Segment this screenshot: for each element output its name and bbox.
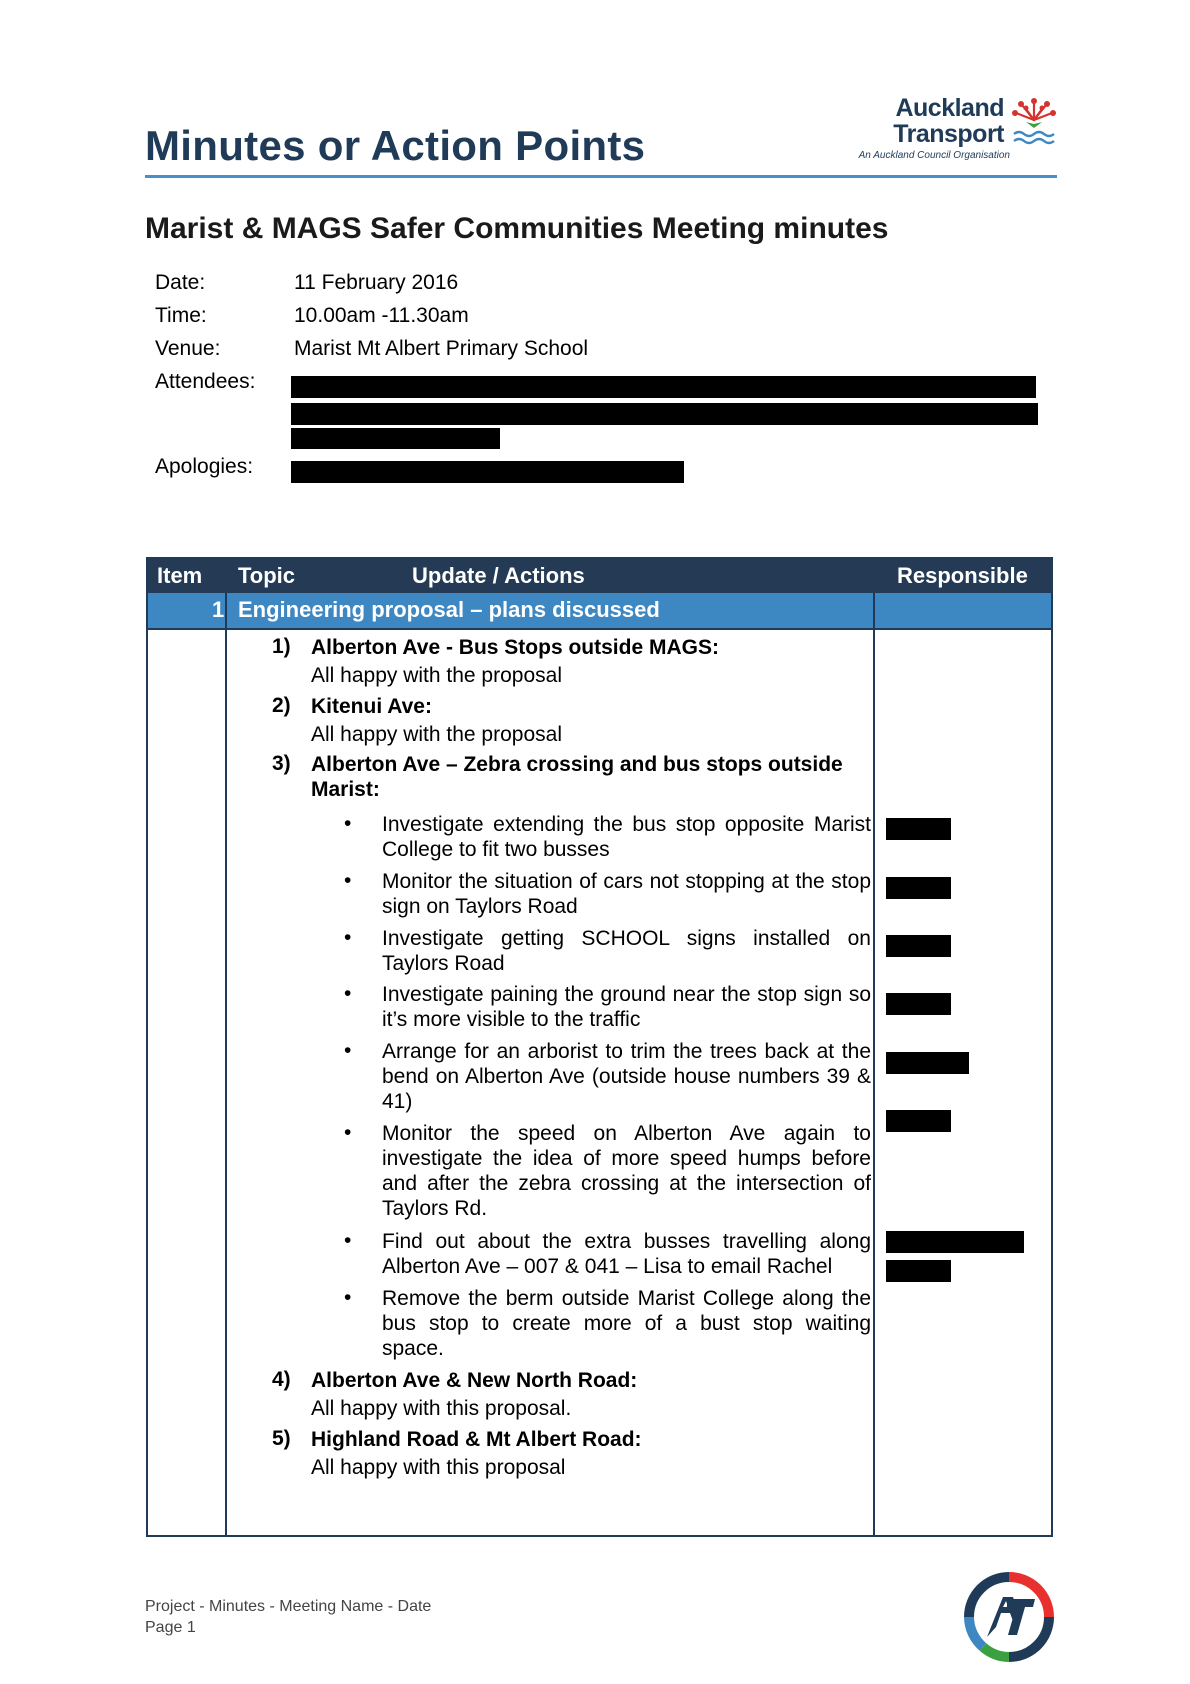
at-badge-logo — [963, 1571, 1055, 1663]
minutes-table — [146, 557, 1053, 1537]
logo-tagline: An Auckland Council Organisation — [858, 150, 1010, 161]
bullet-icon: • — [344, 812, 352, 835]
bullet-icon: • — [344, 982, 352, 1005]
attendees-label: Attendees: — [155, 370, 256, 393]
row-divider — [146, 628, 1053, 630]
entry-number: 5) — [272, 1427, 291, 1450]
action-bullet: Remove the berm outside Marist College along the bus stop to create more of a bust stop waiting space. — [382, 1287, 871, 1360]
pohutukawa-flower-icon — [1010, 96, 1058, 148]
responsible-redaction — [886, 1231, 1024, 1253]
responsible-redaction — [886, 818, 951, 840]
responsible-redaction — [886, 877, 951, 899]
header-responsible: Responsible — [897, 563, 1028, 588]
auckland-transport-logo — [848, 94, 1058, 164]
entry-number: 4) — [272, 1368, 291, 1391]
entry-heading: Kitenui Ave: — [311, 695, 432, 718]
action-bullet: Investigate extending the bus stop opposite Marist College to fit two busses — [382, 813, 871, 861]
venue-value: Marist Mt Albert Primary School — [294, 337, 589, 360]
responsible-redaction — [886, 1110, 951, 1132]
section-number: 1 — [212, 597, 225, 622]
responsible-redaction — [886, 935, 951, 957]
redaction-bar — [291, 428, 500, 449]
entry-note: All happy with the proposal — [311, 664, 562, 687]
section-title: Engineering proposal – plans discussed — [238, 597, 660, 622]
bullet-icon: • — [344, 1039, 352, 1062]
entry-heading: Alberton Ave & New North Road: — [311, 1369, 638, 1392]
redaction-bar — [291, 403, 1038, 425]
entry-note: All happy with this proposal. — [311, 1397, 572, 1420]
responsible-redaction — [886, 1052, 969, 1074]
header-update-actions: Update / Actions — [412, 563, 585, 588]
entry-note: All happy with the proposal — [311, 723, 562, 746]
bullet-icon: • — [344, 869, 352, 892]
bullet-icon: • — [344, 1229, 352, 1252]
logo-wordmark-line2: Transport — [893, 120, 1004, 148]
action-bullet: Find out about the extra busses travelling along Alberton Ave – 007 & 041 – Lisa to email Rachel — [382, 1230, 871, 1278]
footer-page-number: Page 1 — [145, 1619, 196, 1636]
redaction-bar — [291, 376, 1036, 398]
column-divider — [225, 593, 227, 1535]
logo-wordmark-line1: Auckland — [895, 94, 1004, 122]
action-bullet: Monitor the situation of cars not stopping at the stop sign on Taylors Road — [382, 870, 871, 918]
entry-number: 3) — [272, 752, 291, 775]
header-item: Item — [157, 563, 203, 588]
time-label: Time: — [155, 304, 207, 327]
entry-number: 1) — [272, 635, 291, 658]
venue-label: Venue: — [155, 337, 221, 360]
entry-heading: Alberton Ave - Bus Stops outside MAGS: — [311, 636, 719, 659]
footer-project-line: Project - Minutes - Meeting Name - Date — [145, 1598, 432, 1615]
responsible-redaction — [886, 993, 951, 1015]
at-roundel-icon — [963, 1571, 1055, 1663]
bullet-icon: • — [344, 1286, 352, 1309]
entry-note: All happy with this proposal — [311, 1456, 566, 1479]
date-label: Date: — [155, 271, 206, 294]
apologies-label: Apologies: — [155, 455, 254, 478]
action-bullet: Monitor the speed on Alberton Ave again to investigate the idea of more speed humps before and after the zebra crossing at the intersection of Taylors Rd. — [382, 1122, 871, 1220]
bullet-icon: • — [344, 1121, 352, 1144]
header-rule — [145, 175, 1057, 178]
document-title: Minutes or Action Points — [145, 122, 646, 169]
entry-heading: Highland Road & Mt Albert Road: — [311, 1428, 642, 1451]
action-bullet: Investigate paining the ground near the stop sign so it’s more visible to the traffic — [382, 983, 871, 1031]
responsible-redaction — [886, 1260, 951, 1282]
action-bullet: Investigate getting SCHOOL signs installed on Taylors Road — [382, 927, 871, 975]
entry-number: 2) — [272, 694, 291, 717]
date-value: 11 February 2016 — [294, 271, 459, 294]
column-divider — [873, 593, 875, 1535]
entry-heading: Alberton Ave – Zebra crossing and bus stops outside Marist: — [311, 753, 843, 801]
action-bullet: Arrange for an arborist to trim the trees back at the bend on Alberton Ave (outside house numbers 39 & 41) — [382, 1040, 871, 1113]
header-topic: Topic — [238, 563, 296, 588]
time-value: 10.00am -11.30am — [294, 304, 469, 327]
redaction-bar — [291, 461, 684, 483]
meeting-title: Marist & MAGS Safer Communities Meeting minutes — [145, 212, 889, 245]
bullet-icon: • — [344, 926, 352, 949]
